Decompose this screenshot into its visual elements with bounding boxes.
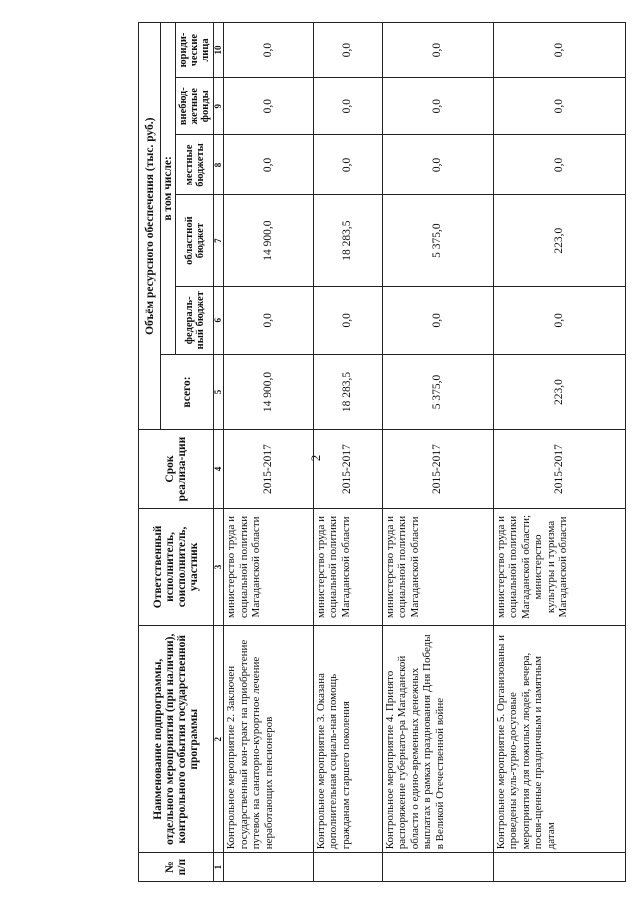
table-row (224, 23, 314, 882)
header-regional: областной бюджет (176, 195, 214, 286)
term-cell: 2015-2017 (382, 430, 493, 508)
rotated-table-container (138, 22, 626, 882)
federal-cell: 0,0 (224, 286, 314, 354)
total-cell: 18 283,5 (313, 354, 382, 430)
col-number: 2 (214, 626, 224, 853)
header-term: Срок реализа-ции (139, 430, 214, 508)
header-executor: Ответственный исполнитель, соисполнитель, участник (139, 508, 214, 625)
regional-cell: 18 283,5 (313, 195, 382, 286)
executor-cell: министерство труда и социальной политики Магаданской области (313, 508, 382, 625)
local-cell: 0,0 (382, 135, 493, 195)
col-number: 3 (214, 508, 224, 625)
row-num-cell (313, 853, 382, 882)
executor-cell: министерство труда и социальной политики Магаданской области; министерство культуры и туризма Магаданской области (493, 508, 625, 625)
extrabudget-cell: 0,0 (313, 78, 382, 135)
federal-cell: 0,0 (493, 286, 625, 354)
total-cell: 14 900,0 (224, 354, 314, 430)
regional-cell: 14 900,0 (224, 195, 314, 286)
extrabudget-cell: 0,0 (382, 78, 493, 135)
total-cell: 223,0 (493, 354, 625, 430)
header-including: в том числе: (161, 23, 176, 355)
col-number: 6 (214, 286, 224, 354)
header-total: всего: (161, 354, 214, 430)
row-num-cell (493, 853, 625, 882)
col-number: 10 (214, 23, 224, 78)
total-cell: 5 375,0 (382, 354, 493, 430)
legal-cell: 0,0 (493, 23, 625, 78)
header-extrabudget: внебюд-жетные фонды (176, 78, 214, 135)
table-row (382, 23, 493, 882)
header-num: № п/п (139, 853, 214, 882)
executor-cell: министерство труда и социальной политики Магаданской области (382, 508, 493, 625)
term-cell: 2015-2017 (313, 430, 382, 508)
table-row (493, 23, 625, 882)
col-number: 1 (214, 853, 224, 882)
header-federal: федераль-ный бюджет (176, 286, 214, 354)
col-number: 8 (214, 135, 224, 195)
term-cell: 2015-2017 (493, 430, 625, 508)
event-cell: Контрольное мероприятие 2. Заключен государственный кон-тракт на приобретение путевок на санаторно-курортное лечение неработающих пенсионеров (224, 626, 314, 853)
col-number: 4 (214, 430, 224, 508)
col-number: 7 (214, 195, 224, 286)
column-number-row (214, 23, 224, 882)
event-cell: Контрольное мероприятие 4. Принято распоряжение губернато-ра Магаданской области о едино-временных денежных выплатах в рамках празднования Дня Победы в Великой Отечественной войне (382, 626, 493, 853)
page-number: 2 (308, 454, 323, 462)
header-name: Наименование подпрограммы, отдельного мероприятия (при наличии), контрольного события государственной программы (139, 626, 214, 853)
federal-cell: 0,0 (313, 286, 382, 354)
regional-cell: 223,0 (493, 195, 625, 286)
row-num-cell (224, 853, 314, 882)
header-resource: Объём ресурсного обеспечения (тыс. руб.) (139, 23, 161, 430)
local-cell: 0,0 (224, 135, 314, 195)
header-legal: юриди-ческие лица (176, 23, 214, 78)
table-row (313, 23, 382, 882)
local-cell: 0,0 (493, 135, 625, 195)
resource-table (138, 22, 626, 882)
legal-cell: 0,0 (313, 23, 382, 78)
extrabudget-cell: 0,0 (224, 78, 314, 135)
header-local: местные бюджеты (176, 135, 214, 195)
regional-cell: 5 375,0 (382, 195, 493, 286)
federal-cell: 0,0 (382, 286, 493, 354)
extrabudget-cell: 0,0 (493, 78, 625, 135)
event-cell: Контрольное мероприятие 5. Организованы и проведены куль-турно-досуговые мероприятия для пожилых людей, вечера, посвя-щенные праздничным и памятным датам (493, 626, 625, 853)
col-number: 9 (214, 78, 224, 135)
col-number: 5 (214, 354, 224, 430)
legal-cell: 0,0 (224, 23, 314, 78)
term-cell: 2015-2017 (224, 430, 314, 508)
executor-cell: министерство труда и социальной политики Магаданской области (224, 508, 314, 625)
row-num-cell (382, 853, 493, 882)
legal-cell: 0,0 (382, 23, 493, 78)
local-cell: 0,0 (313, 135, 382, 195)
event-cell: Контрольное мероприятие 3. Оказана дополнительная социаль-ная помощь гражданам старшего поколения (313, 626, 382, 853)
